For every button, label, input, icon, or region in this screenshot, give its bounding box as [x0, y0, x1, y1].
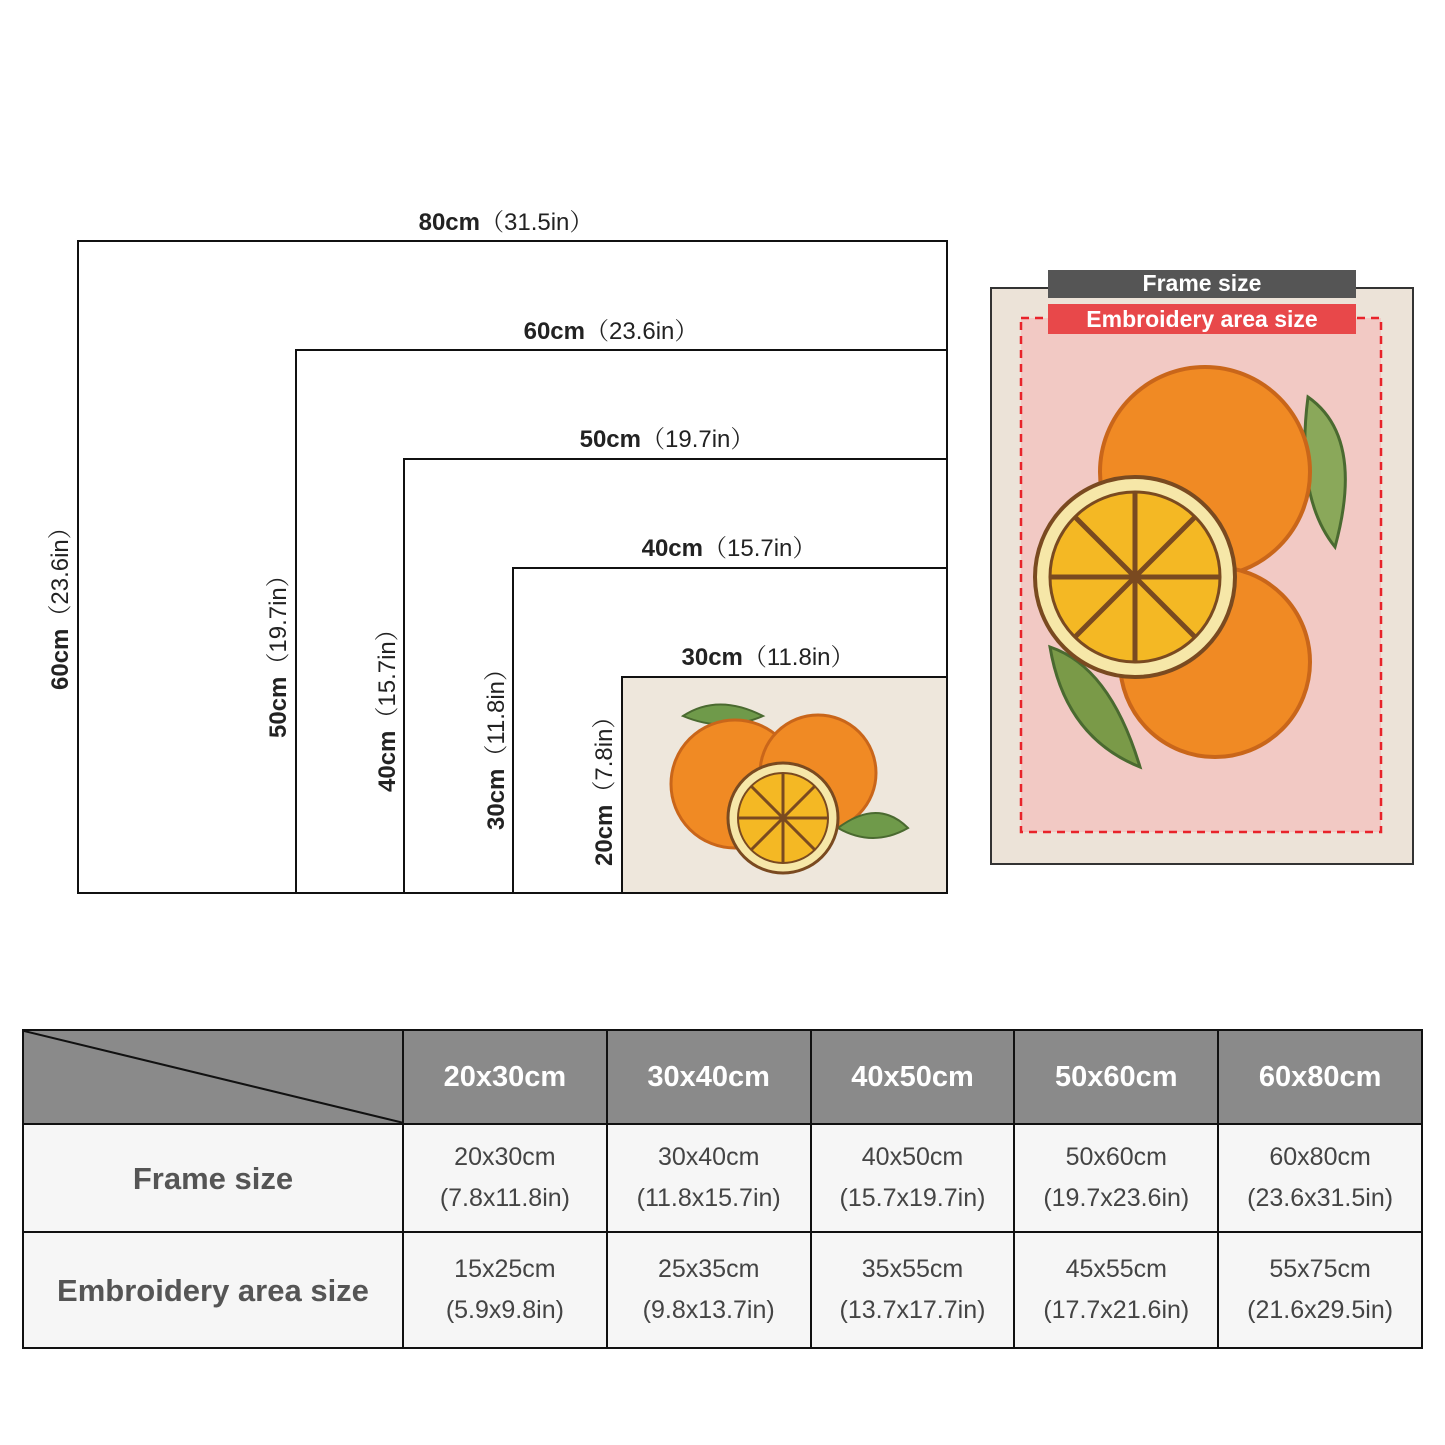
table-header-row [23, 1030, 1422, 1124]
frame-size-banner [1048, 270, 1356, 298]
height-cm: 40cm [374, 730, 401, 792]
embroidery-area-banner [1048, 304, 1356, 334]
cell-cm: 30x40cm [657, 1143, 760, 1171]
height-label-20 [584, 705, 619, 866]
height-in: （23.6in） [47, 515, 74, 629]
diagonal-divider [24, 1031, 404, 1123]
height-in: （15.7in） [374, 617, 401, 731]
width-label-60 [524, 311, 699, 346]
small-orange-artwork [623, 678, 946, 892]
cell-in: (17.7x21.6in) [1043, 1296, 1190, 1324]
table-cell [1218, 1232, 1422, 1348]
height-label-50 [258, 563, 293, 738]
cell-cm: 40x50cm [861, 1143, 964, 1171]
cell-in: (23.6x31.5in) [1247, 1184, 1394, 1212]
width-label-50 [580, 419, 755, 454]
height-label-60 [40, 515, 75, 690]
cell-in: (9.8x13.7in) [642, 1296, 775, 1324]
width-label-80 [419, 202, 594, 237]
table-corner-cell [23, 1030, 403, 1124]
embroidery-area-label: Embroidery area size [1086, 306, 1318, 332]
cell-cm: 45x55cm [1065, 1255, 1168, 1283]
width-in: （19.7in） [641, 426, 755, 453]
cell-cm: 55x75cm [1269, 1255, 1371, 1283]
cell-cm: 35x55cm [861, 1255, 964, 1283]
height-cm: 30cm [483, 768, 510, 830]
column-header: 50x60cm [1014, 1030, 1218, 1124]
row-label-frame-size: Frame size [23, 1124, 403, 1232]
cell-in: (19.7x23.6in) [1043, 1184, 1190, 1212]
width-cm: 50cm [579, 426, 641, 453]
column-header: 40x50cm [811, 1030, 1015, 1124]
height-cm: 60cm [47, 628, 74, 690]
size-table [22, 1029, 1423, 1349]
width-in: （31.5in） [480, 209, 594, 236]
orange-slice-icon [728, 763, 838, 873]
table-row [23, 1232, 1422, 1348]
column-header: 30x40cm [607, 1030, 811, 1124]
orange-slice-icon [1035, 477, 1235, 677]
cell-in: (11.8x15.7in) [636, 1184, 781, 1212]
width-cm: 80cm [418, 209, 480, 236]
cell-cm: 20x30cm [454, 1143, 556, 1171]
table-row [23, 1124, 1422, 1232]
table-cell [607, 1124, 811, 1232]
width-label-30 [682, 637, 855, 672]
cell-cm: 25x35cm [657, 1255, 760, 1283]
cell-in: (15.7x19.7in) [839, 1184, 986, 1212]
table-cell [607, 1232, 811, 1348]
table-cell [1218, 1124, 1422, 1232]
cell-in: (13.7x17.7in) [839, 1296, 986, 1324]
cell-cm: 60x80cm [1269, 1143, 1371, 1171]
frame-size-label: Frame size [1142, 270, 1262, 296]
table-cell [1014, 1232, 1218, 1348]
table-cell [811, 1232, 1015, 1348]
height-in: （19.7in） [265, 563, 292, 677]
width-label-40 [642, 528, 817, 563]
column-header: 20x30cm [403, 1030, 607, 1124]
width-in: （15.7in） [703, 535, 817, 562]
cell-in: (5.9x9.8in) [445, 1296, 564, 1324]
table-cell [1014, 1124, 1218, 1232]
width-cm: 60cm [523, 318, 585, 345]
column-header: 60x80cm [1218, 1030, 1422, 1124]
cell-in: (21.6x29.5in) [1247, 1296, 1394, 1324]
table-cell [403, 1124, 607, 1232]
height-label-40 [367, 617, 402, 792]
table-cell [403, 1232, 607, 1348]
table-cell [811, 1124, 1015, 1232]
height-in: （7.8in） [591, 704, 618, 805]
cell-in: (7.8x11.8in) [439, 1184, 570, 1212]
cell-cm: 15x25cm [454, 1255, 556, 1283]
height-label-30 [476, 657, 511, 830]
height-cm: 50cm [265, 676, 292, 738]
width-cm: 40cm [641, 535, 703, 562]
width-in: （23.6in） [585, 318, 699, 345]
width-cm: 30cm [681, 644, 743, 671]
height-cm: 20cm [591, 804, 618, 866]
height-in: （11.8in） [483, 657, 510, 769]
row-label-embroidery-area-size: Embroidery area size [23, 1232, 403, 1348]
cell-cm: 50x60cm [1065, 1143, 1168, 1171]
width-in: （11.8in） [742, 644, 855, 671]
framed-orange-artwork [990, 287, 1414, 865]
